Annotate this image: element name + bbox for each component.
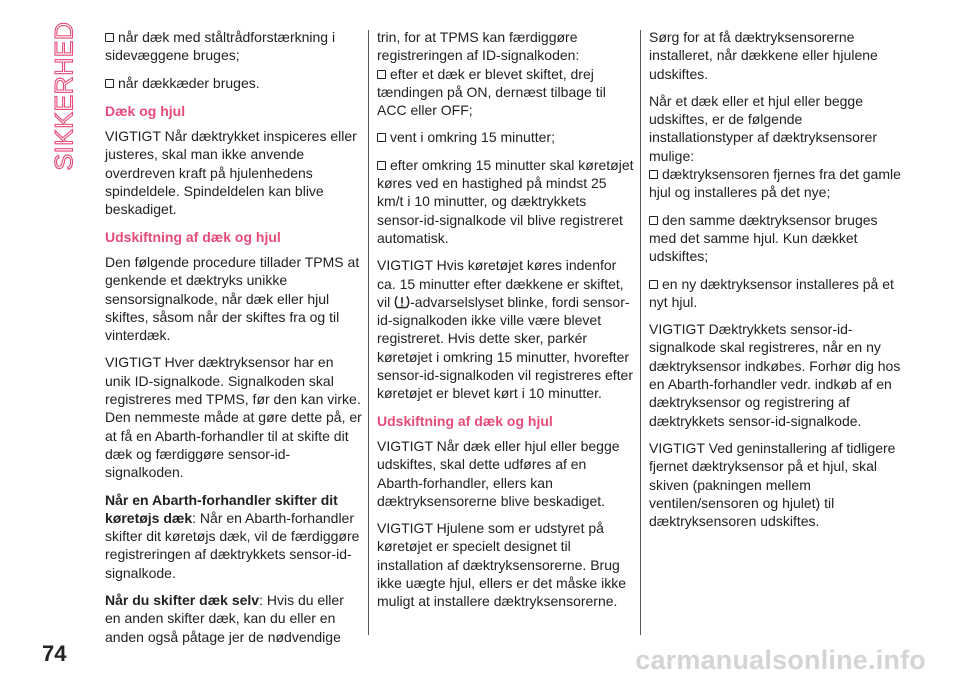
checkbox-bullet-icon (649, 216, 658, 225)
column-3 (649, 28, 907, 539)
watermark: carmanualsonline.info (635, 645, 926, 675)
checkbox-bullet-icon (105, 79, 114, 88)
section-heading: Udskiftning af dæk og hjul (377, 412, 553, 429)
paragraph: Når du skifter dæk selv: Hvis du eller en anden skifter dæk, kan du eller en anden også påtage jer de nødvendige (105, 592, 344, 645)
paragraph: VIGTIGT Hver dæktryksensor har en unik ID-signalkode. Signalkoden skal registreres med TPMS, før den kan virke. Den nemmeste måde at gøre dette på, er at få en Abarth-forhandler til at skifte dit dæk og færdiggøre sensor-id-signalkoden. (105, 354, 362, 481)
list-item: efter omkring 15 minutter skal køretøjet køres ved en hastighed på mindst 25 km/t i 10 minutter, og dæktrykkets sensor-id-signalkode vil blive registreret automatisk. (377, 156, 634, 246)
paragraph: trin, for at TPMS kan færdiggøre registreringen af ID-signalkoden: (377, 29, 580, 64)
paragraph: Sørg for at få dæktryksensorerne installeret, når dækkene eller hjulene udskiftes. (649, 29, 878, 82)
paragraph: VIGTIGT Når dæktrykket inspiceres eller justeres, skal man ikke anvende overdreven kraft på hjulenhedens spindeldele. Spindeldelen kan blive beskadiget. (105, 128, 357, 218)
paragraph: Når en Abarth-forhandler skifter dit køretøjs dæk: Når en Abarth-forhandler skifter dit køretøjs dæk, vil de færdiggøre registreringen af dæktrykkets sensor-id-signalkode. (105, 491, 360, 581)
paragraph: VIGTIGT Ved geninstallering af tidligere fjernet dæktryksensor på et hjul, skal skiven (pakningen mellem ventilen/sensoren og hjulet) til dæktryksensoren udskiftes. (649, 439, 896, 530)
bold-lead: Når en Abarth-forhandler skifter dit køretøjs dæk (105, 491, 338, 526)
list-item: efter et dæk er blevet skiftet, drej tændingen på ON, dernæst tilbage til ACC eller OFF; (377, 65, 606, 119)
section-heading: Udskiftning af dæk og hjul (105, 228, 281, 245)
paragraph: VIGTIGT Hjulene som er udstyret på køretøjet er specielt designet til installation af dæktryksensorerne. Brug ikke uægte hjul, ellers er det måske ikke muligt at installere dæktryksensorerne. (377, 520, 626, 610)
list-item: den samme dæktryksensor bruges med det samme hjul. Kun dækket udskiftes; (649, 211, 878, 265)
paragraph: Den følgende procedure tillader TPMS at genkende et dæktryks unikke sensorsignalkode, når dæk eller hjul skiftes, såsom når der skiftes fra og til vinterdæk. (105, 253, 360, 344)
section-title-text: SIKKERHED (50, 21, 79, 170)
column-2 (377, 28, 635, 620)
tire-pressure-warning-icon (394, 294, 410, 310)
list-item: når dækkæder bruges. (105, 74, 363, 92)
paragraph: VIGTIGT Når dæk eller hjul eller begge udskiftes, skal dette udføres af en Abarth-forhandler, ellers kan dæktryksensorerne blive beskadiget. (377, 437, 620, 509)
checkbox-bullet-icon (649, 280, 658, 289)
column-divider (368, 30, 369, 635)
checkbox-bullet-icon (377, 161, 386, 170)
paragraph: Når et dæk eller et hjul eller begge udskiftes, er de følgende installationstyper af dæktryksensorer mulige: (649, 92, 877, 164)
paragraph: VIGTIGT Hvis køretøjet køres indenfor ca. 15 minutter efter dækkene er skiftet, vil -advarselslyset blinke, fordi sensor-id-signalkoden ikke ville være blevet registreret. Hvis dette sker, parkér køretøjet i omkring 15 minutter, hvorefter sensor-id-signalkoden vil registreres efter køretøjet er blevet kørt i 10 minutter. (377, 257, 633, 402)
page-number: 74 (42, 641, 67, 666)
section-heading: Dæk og hjul (105, 102, 186, 119)
column-1 (105, 28, 363, 655)
checkbox-bullet-icon (649, 170, 658, 179)
bold-lead: Når du skifter dæk selv (105, 592, 260, 609)
list-item: en ny dæktryksensor installeres på et nyt hjul. (649, 275, 894, 310)
checkbox-bullet-icon (105, 33, 114, 42)
list-item: vent i omkring 15 minutter; (377, 128, 635, 146)
list-item: dæktryksensoren fjernes fra det gamle hjul og installeres på det nye; (649, 166, 901, 201)
checkbox-bullet-icon (377, 70, 386, 79)
paragraph: VIGTIGT Dæktrykkets sensor-id-signalkode skal registreres, når en ny dæktryksensor indkøbes. Forhør dig hos en Abarth-forhandler vedr. indkøb af en dæktryksensor og registrering af dæktrykkets sensor-id-signalkode. (649, 321, 901, 429)
column-divider (640, 30, 641, 635)
section-title (48, 21, 82, 170)
list-item: når dæk med ståltrådforstærkning i sidevæggene bruges; (105, 29, 336, 64)
checkbox-bullet-icon (377, 133, 386, 142)
